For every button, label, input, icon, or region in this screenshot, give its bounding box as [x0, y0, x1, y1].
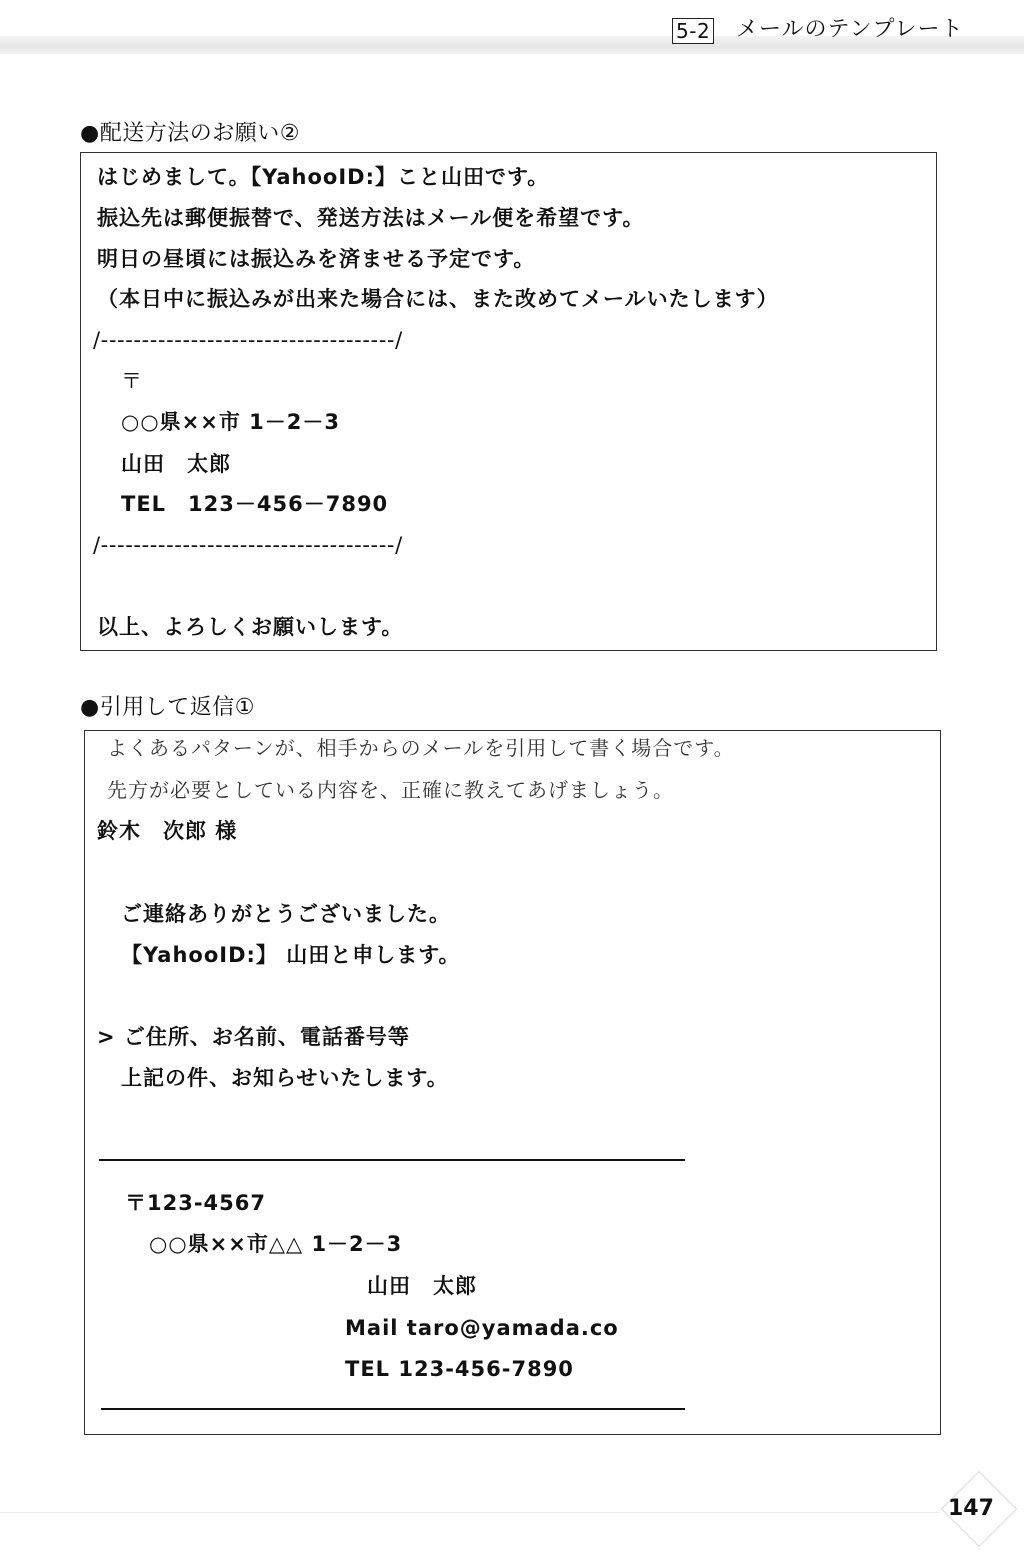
section2-template-box [84, 730, 941, 1435]
template-line: 上記の件、お知らせいたします。 [121, 1066, 449, 1090]
closing-line: 以上、よろしくお願いします。 [97, 615, 404, 639]
phone-line: TEL 123－456－7890 [121, 492, 389, 516]
template-line: 振込先は郵便振替で、発送方法はメール便を希望です。 [97, 206, 645, 230]
postal-mark: 〒 [121, 369, 143, 393]
section2-heading: ●引用して返信① [80, 695, 255, 720]
postal-code-line: 〒123-4567 [125, 1191, 266, 1215]
section1-heading: ●配送方法のお願い② [80, 121, 300, 146]
signature-bottom-rule [101, 1408, 685, 1410]
footer-rule [0, 1512, 940, 1513]
signature-top-rule [99, 1159, 685, 1161]
section1-template-box [80, 152, 937, 651]
dashed-separator: /------------------------------------/ [93, 328, 403, 352]
quoted-line: > ご住所、お名前、電話番号等 [97, 1025, 410, 1049]
section-number-badge: 5-2 [672, 18, 714, 44]
page-number: 147 [948, 1496, 994, 1521]
template-line: ご連絡ありがとうございました。 [121, 902, 451, 926]
template-line: 【YahooID:】 山田と申します。 [121, 943, 461, 967]
mail-line: Mail taro@yamada.co [345, 1316, 619, 1340]
name-line: 山田 太郎 [367, 1274, 477, 1298]
recipient-line: 鈴木 次郎 様 [97, 819, 238, 843]
address-line: ○○県××市 1－2－3 [121, 410, 340, 434]
address-line: ○○県××市△△ 1－2－3 [149, 1232, 403, 1256]
intro-line: 先方が必要としている内容を、正確に教えてあげましょう。 [107, 778, 674, 802]
dashed-separator: /------------------------------------/ [93, 533, 403, 557]
template-line: （本日中に振込みが出来た場合には、また改めてメールいたします） [97, 287, 779, 311]
template-line: はじめまして。【YahooID:】こと山田です。 [97, 165, 550, 189]
intro-line: よくあるパターンが、相手からのメールを引用して書く場合です。 [107, 736, 735, 760]
template-line: 明日の昼頃には振込みを済ませる予定です。 [97, 247, 536, 271]
page-header-title: メールのテンプレート [736, 17, 964, 42]
name-line: 山田 太郎 [121, 452, 231, 476]
phone-line: TEL 123-456-7890 [345, 1357, 574, 1381]
